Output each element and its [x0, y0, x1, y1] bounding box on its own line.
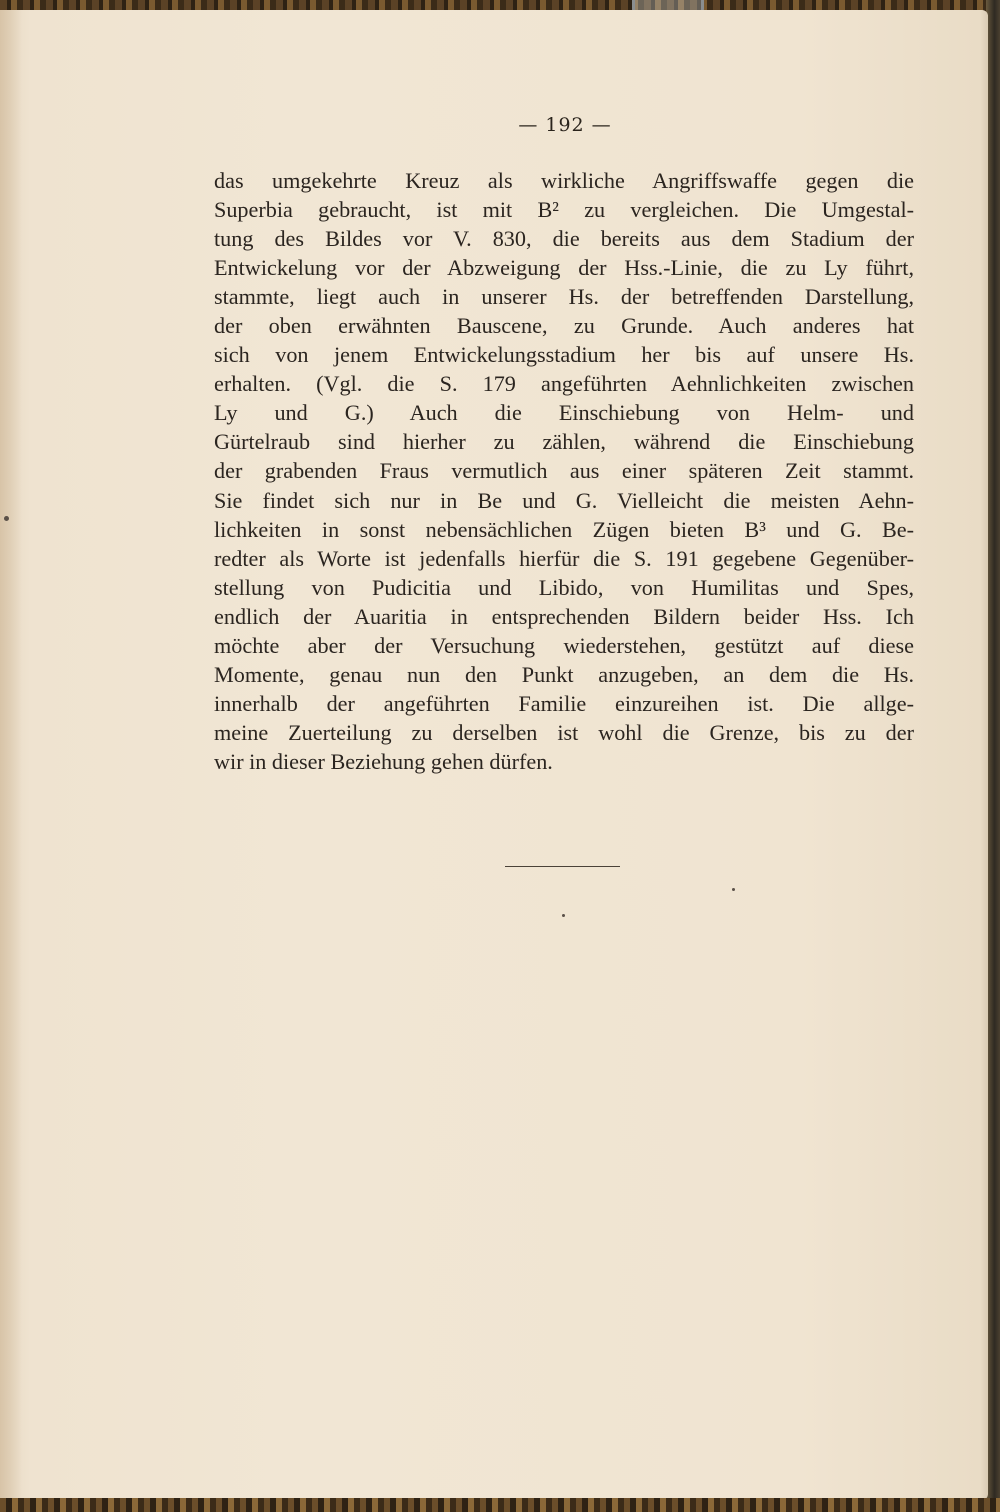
end-rule: [505, 866, 620, 867]
text-line: das umgekehrte Kreuz als wirkliche Angriffswaffe gegen die: [214, 168, 914, 193]
text-line: redter als Worte ist jedenfalls hierfür die S. 191 gegebene Gegenüber-: [214, 545, 914, 571]
body-paragraph: [214, 166, 914, 776]
text-line: tung des Bildes vor V. 830, die bereits aus dem Stadium der: [214, 226, 914, 252]
paper-speck: [4, 516, 9, 521]
gutter-shade: [0, 10, 22, 1500]
text-line: sich von jenem Entwickelungsstadium her bis auf unsere Hs.: [214, 342, 914, 368]
text-line: stellung von Pudicitia und Libido, von Humilitas und Spes,: [214, 574, 914, 600]
paper-speck: [732, 888, 735, 891]
text-line: der oben erwähnten Bauscene, zu Grunde. Auch anderes hat: [214, 313, 914, 339]
text-line: Momente, genau nun den Punkt anzugeben, an dem die Hs.: [214, 661, 914, 687]
text-line: Superbia gebraucht, ist mit B² zu vergleichen. Die Umgestal-: [214, 197, 914, 223]
text-line: Ly und G.) Auch die Einschiebung von Helm- und: [214, 400, 914, 426]
book-edge-bottom: [0, 1498, 1000, 1512]
text-line: möchte aber der Versuchung wiederstehen, gestützt auf diese: [214, 632, 914, 658]
text-line: innerhalb der angeführten Familie einzureihen ist. Die allge-: [214, 690, 914, 716]
text-line: erhalten. (Vgl. die S. 179 angeführten Aehnlichkeiten zwischen: [214, 371, 914, 397]
paper-speck: [562, 914, 565, 917]
text-line: Entwickelung vor der Abzweigung der Hss.-Linie, die zu Ly führt,: [214, 255, 914, 281]
page-number: — 192 —: [518, 114, 612, 136]
book-page: [0, 10, 988, 1500]
text-line: stammte, liegt auch in unserer Hs. der betreffenden Darstellung,: [214, 284, 914, 310]
text-line: Gürtelraub sind hierher zu zählen, während die Einschiebung: [214, 429, 914, 455]
text-line: meine Zuerteilung zu derselben ist wohl die Grenze, bis zu der: [214, 719, 914, 745]
book-edge-right: [986, 0, 1000, 1512]
text-line: Sie findet sich nur in Be und G. Vielleicht die meisten Aehn-: [214, 487, 914, 513]
text-line: wir in dieser Beziehung gehen dürfen.: [214, 748, 553, 774]
text-line: der grabenden Fraus vermutlich aus einer späteren Zeit stammt.: [214, 458, 914, 484]
text-line: endlich der Auaritia in entsprechenden Bildern beider Hss. Ich: [214, 603, 914, 629]
text-line: lichkeiten in sonst nebensächlichen Zügen bieten B³ und G. Be-: [214, 516, 914, 542]
